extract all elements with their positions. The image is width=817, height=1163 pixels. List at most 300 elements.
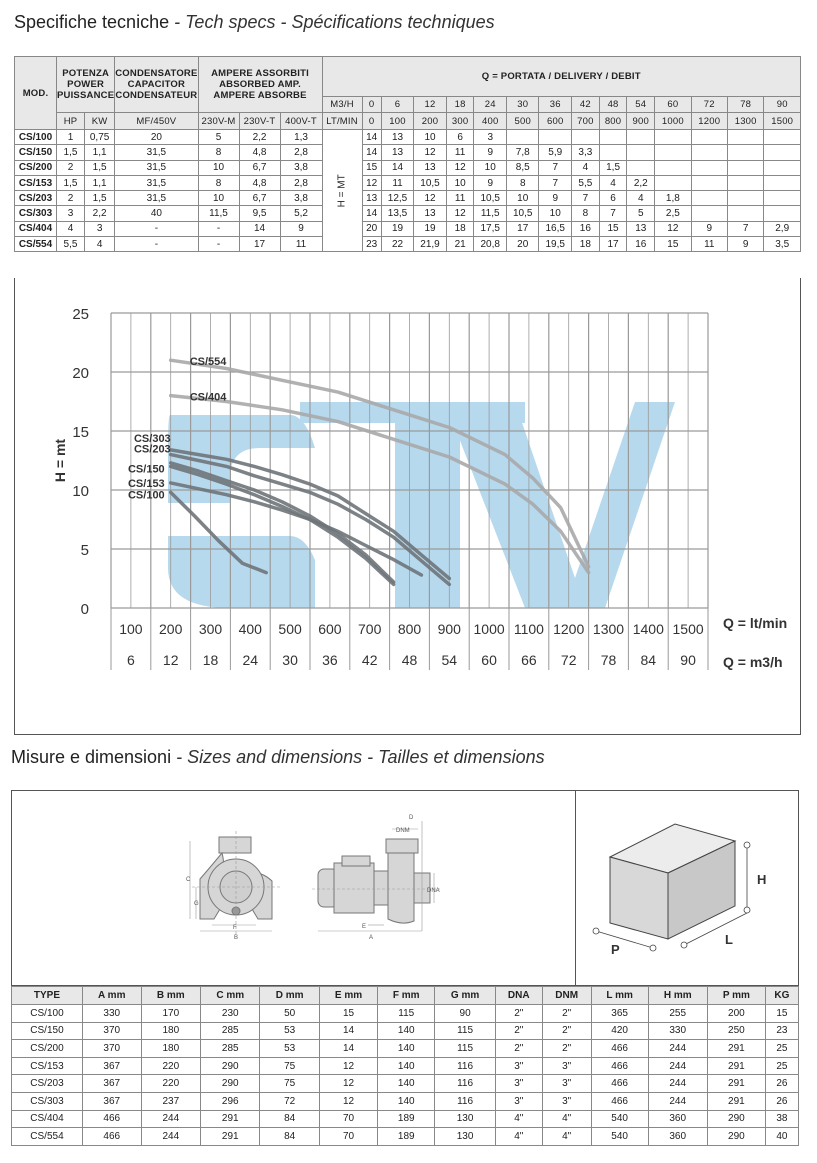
specs-cell-head: 2,5 [655, 206, 691, 221]
dims-cell: 4" [542, 1128, 591, 1146]
specs-cell-head: 16,5 [539, 221, 572, 236]
x-tick-label-m3h: 90 [680, 652, 696, 668]
specs-cell-a400t: 2,8 [280, 145, 322, 160]
header-ltmin-value: 400 [474, 113, 507, 130]
specs-cell-head: 2,9 [764, 221, 801, 236]
x-tick-label-ltmin: 1400 [632, 621, 664, 637]
label-box-l: L [725, 932, 733, 947]
curve-label: CS/554 [189, 356, 227, 369]
specs-cell-head: 22 [381, 237, 414, 252]
dims-row [12, 1005, 799, 1023]
specs-cell-head: 8 [571, 206, 599, 221]
dims-cell: 115 [435, 1022, 496, 1040]
label-a: A [369, 935, 374, 941]
dims-cell: 70 [319, 1128, 377, 1146]
x-tick-label-ltmin: 1100 [513, 621, 544, 637]
x-tick-label-ltmin: 500 [278, 621, 302, 637]
specs-cell-head: 10 [539, 206, 572, 221]
x-tick-label-ltmin: 1200 [553, 621, 585, 637]
header-hp: HP [57, 113, 85, 130]
label-b: B [234, 935, 239, 941]
dims-cell: 84 [260, 1110, 319, 1128]
watermark-logo [168, 402, 675, 608]
specs-cell-mod: CS/303 [15, 206, 57, 221]
specs-cell-hp: 1,5 [57, 145, 85, 160]
dims-cell: 189 [378, 1128, 435, 1146]
dims-cell: 540 [591, 1128, 648, 1146]
specs-cell-head: 7 [727, 221, 763, 236]
x-tick-label-m3h: 6 [127, 652, 135, 668]
specs-cell-hp: 5,5 [57, 237, 85, 252]
dims-cell: 38 [765, 1110, 798, 1128]
specs-cell-head: 9 [474, 145, 507, 160]
dims-cell: 130 [435, 1128, 496, 1146]
header-ltmin-label: LT/MIN [322, 113, 362, 130]
dims-cell: 180 [141, 1040, 200, 1058]
dims-cell: 291 [707, 1092, 765, 1110]
specs-cell-mod: CS/203 [15, 191, 57, 206]
specs-cell-head: 11 [381, 175, 414, 190]
specs-cell-hp: 2 [57, 191, 85, 206]
specs-cell-head [627, 130, 655, 145]
dims-cell: 230 [201, 1005, 260, 1023]
x-tick-label-m3h: 84 [640, 652, 657, 668]
pump-side-view [318, 839, 430, 923]
specs-cell-head: 13 [381, 130, 414, 145]
specs-title-fr: - Spécifications techniques [275, 12, 495, 32]
label-box-h: H [757, 872, 767, 887]
header-400v-t: 400V-T [280, 113, 322, 130]
dims-cell: CS/203 [12, 1075, 83, 1093]
x-tick-label-ltmin: 1000 [473, 621, 505, 637]
x-tick-label-ltmin: 100 [119, 621, 143, 637]
specs-cell-head: 13 [362, 191, 381, 206]
specs-cell-mod: CS/404 [15, 221, 57, 236]
specs-cell-head: 18 [446, 221, 474, 236]
dims-cell: 420 [591, 1022, 648, 1040]
header-ltmin-value: 1300 [727, 113, 763, 130]
dims-cell: 466 [82, 1128, 141, 1146]
header-230v-m: 230V-M [198, 113, 239, 130]
specs-cell-a230t: 6,7 [239, 191, 280, 206]
specs-cell-head: 13,5 [381, 206, 414, 221]
dims-cell: 130 [435, 1110, 496, 1128]
dims-cell: 14 [319, 1022, 377, 1040]
specs-row [15, 221, 801, 236]
dims-cell: 53 [260, 1040, 319, 1058]
specs-cell-head: 4 [571, 160, 599, 175]
dims-header: B mm [141, 987, 200, 1005]
header-delivery: Q = PORTATA / DELIVERY / DEBIT [322, 57, 800, 97]
dims-cell: 140 [378, 1075, 435, 1093]
curve-label: CS/153 [127, 477, 165, 490]
dims-cell: 72 [260, 1092, 319, 1110]
dims-header: D mm [260, 987, 319, 1005]
dims-cell: 12 [319, 1092, 377, 1110]
x-tick-label-m3h: 60 [481, 652, 497, 668]
specs-cell-head [691, 206, 727, 221]
specs-cell-a400t: 2,8 [280, 175, 322, 190]
specs-cell-head [599, 145, 627, 160]
header-ltmin-value: 500 [506, 113, 539, 130]
dims-cell: 244 [648, 1092, 707, 1110]
specs-cell-a230t: 17 [239, 237, 280, 252]
specs-cell-head: 17,5 [474, 221, 507, 236]
dims-cell: 4" [542, 1110, 591, 1128]
dims-cell: 25 [765, 1040, 798, 1058]
specs-cell-a230m: 10 [198, 191, 239, 206]
header-capacitor-fr: CONDENSATEUR [115, 90, 198, 101]
specs-cell-head [727, 130, 763, 145]
specs-cell-head: 7 [599, 206, 627, 221]
specs-cell-head: 12,5 [381, 191, 414, 206]
dims-cell: 290 [707, 1110, 765, 1128]
specs-cell-mod: CS/150 [15, 145, 57, 160]
x-axis-label-ltmin: Q = lt/min [723, 615, 788, 631]
dims-cell: 40 [765, 1128, 798, 1146]
dims-header: G mm [435, 987, 496, 1005]
specs-cell-head: 15 [655, 237, 691, 252]
dims-row [12, 1040, 799, 1058]
header-ltmin-value: 200 [414, 113, 447, 130]
x-tick-label-m3h: 54 [441, 652, 458, 668]
specs-cell-head: 20 [362, 221, 381, 236]
specs-cell-head: 3,3 [571, 145, 599, 160]
specs-cell-head: 13 [381, 145, 414, 160]
dims-cell: 70 [319, 1110, 377, 1128]
dims-header: P mm [707, 987, 765, 1005]
x-tick-label-ltmin: 900 [437, 621, 461, 637]
header-m3h-value: 36 [539, 97, 572, 113]
specs-cell-head: 6 [446, 130, 474, 145]
x-tick-label-m3h: 12 [162, 652, 179, 668]
specs-cell-head [627, 145, 655, 160]
performance-chart [15, 278, 800, 734]
specs-cell-head [627, 160, 655, 175]
header-m3h-value: 42 [571, 97, 599, 113]
specs-cell-kw: 4 [84, 237, 114, 252]
dims-cell: 540 [591, 1110, 648, 1128]
header-m3h-value: 90 [764, 97, 801, 113]
y-tick-label: 25 [72, 306, 89, 323]
dims-title-it: Misure e dimensioni [11, 747, 172, 767]
specs-cell-head: 14 [362, 130, 381, 145]
specs-cell-head: 10,5 [414, 175, 447, 190]
specs-cell-head [764, 160, 801, 175]
specs-cell-a230t: 4,8 [239, 175, 280, 190]
dims-cell: 291 [201, 1128, 260, 1146]
specs-cell-head: 15 [599, 221, 627, 236]
specs-cell-head: 12 [414, 145, 447, 160]
specs-cell-head: 7,8 [506, 145, 539, 160]
dims-cell: 2" [542, 1040, 591, 1058]
specs-cell-head: 11 [446, 191, 474, 206]
label-e: E [362, 924, 367, 930]
dims-cell: 367 [82, 1092, 141, 1110]
dims-cell: CS/153 [12, 1057, 83, 1075]
dims-cell: 360 [648, 1128, 707, 1146]
curve-label: CS/150 [127, 463, 165, 476]
specs-row [15, 130, 801, 145]
dims-cell: 285 [201, 1022, 260, 1040]
specs-cell-a230t: 14 [239, 221, 280, 236]
dims-cell: 370 [82, 1040, 141, 1058]
specs-cell-kw: 0,75 [84, 130, 114, 145]
specs-cell-mf: 20 [115, 130, 198, 145]
header-capacitor-it: CONDENSATORE [115, 68, 198, 79]
specs-row [15, 237, 801, 252]
specs-cell-mf: 31,5 [115, 145, 198, 160]
header-capacitor [115, 57, 198, 113]
specs-cell-a230m: 8 [198, 175, 239, 190]
specs-cell-head: 14 [362, 145, 381, 160]
specs-cell-mod: CS/200 [15, 160, 57, 175]
header-m3h-value: 78 [727, 97, 763, 113]
specs-cell-head [691, 130, 727, 145]
specs-cell-head: 19 [381, 221, 414, 236]
dims-cell: CS/100 [12, 1005, 83, 1023]
header-mod: MOD. [15, 57, 57, 130]
specs-cell-head [691, 145, 727, 160]
header-m3h-value: 54 [627, 97, 655, 113]
specs-cell-head: 8 [506, 175, 539, 190]
specs-cell-head [764, 175, 801, 190]
specs-title-en: - Tech specs [169, 12, 276, 32]
x-tick-label-ltmin: 200 [159, 621, 183, 637]
dims-cell: 75 [260, 1057, 319, 1075]
specs-cell-head: 11 [446, 145, 474, 160]
dims-cell: 3" [542, 1057, 591, 1075]
header-ltmin-value: 900 [627, 113, 655, 130]
dims-row [12, 1075, 799, 1093]
specs-cell-head: 12 [655, 221, 691, 236]
curve-label: CS/404 [189, 391, 227, 404]
side-bracket [374, 871, 388, 905]
specs-cell-head: 7 [539, 160, 572, 175]
specs-cell-head [539, 130, 572, 145]
dims-cell: 367 [82, 1075, 141, 1093]
specs-cell-head [691, 191, 727, 206]
specs-cell-head: 12 [414, 191, 447, 206]
specs-cell-head: 1,5 [599, 160, 627, 175]
dims-header: E mm [319, 987, 377, 1005]
x-tick-label-m3h: 24 [242, 652, 259, 668]
specs-cell-head: 9 [727, 237, 763, 252]
label-dnm: DNM [396, 828, 410, 834]
dims-cell: 365 [591, 1005, 648, 1023]
specs-cell-a400t: 3,8 [280, 191, 322, 206]
specs-cell-head: 13 [414, 160, 447, 175]
header-m3h-value: 6 [381, 97, 414, 113]
dims-cell: 244 [141, 1110, 200, 1128]
specs-cell-head: 18 [571, 237, 599, 252]
specs-cell-head [691, 175, 727, 190]
specs-cell-head: 7 [539, 175, 572, 190]
x-tick-label-ltmin: 300 [198, 621, 223, 637]
x-tick-label-m3h: 72 [560, 652, 577, 668]
dims-cell: 116 [435, 1075, 496, 1093]
side-motor [334, 863, 374, 913]
specs-cell-head [506, 130, 539, 145]
dims-cell: CS/404 [12, 1110, 83, 1128]
specs-cell-a230m: - [198, 237, 239, 252]
dims-cell: 466 [591, 1092, 648, 1110]
dims-cell: 90 [435, 1005, 496, 1023]
package-box-icon [610, 824, 735, 939]
dims-cell: 2" [542, 1022, 591, 1040]
header-m3h-value: 72 [691, 97, 727, 113]
dims-section-title [11, 747, 545, 768]
specs-cell-head: 20 [506, 237, 539, 252]
dims-cell: 50 [260, 1005, 319, 1023]
dims-cell: 2" [495, 1040, 542, 1058]
x-axis-label-m3h: Q = m3/h [723, 654, 783, 670]
dims-cell: 140 [378, 1022, 435, 1040]
y-tick-label: 20 [72, 365, 89, 382]
dims-cell: 290 [201, 1075, 260, 1093]
header-capacitor-en: CAPACITOR [127, 79, 186, 90]
head-label: H = MT [322, 130, 362, 252]
specs-row [15, 145, 801, 160]
specs-cell-head [764, 206, 801, 221]
y-tick-label: 5 [80, 542, 89, 559]
side-terminal-box [342, 856, 370, 866]
specs-cell-head: 1,8 [655, 191, 691, 206]
header-ltmin-value: 0 [362, 113, 381, 130]
specs-cell-head [655, 130, 691, 145]
dims-cell: 189 [378, 1110, 435, 1128]
specs-cell-kw: 1,1 [84, 145, 114, 160]
dims-title-en: - Sizes and dimensions [171, 747, 363, 767]
specs-cell-head: 19,5 [539, 237, 572, 252]
specs-cell-head: 17 [506, 221, 539, 236]
dims-row [12, 1110, 799, 1128]
pump-technical-drawing [152, 801, 452, 981]
header-m3h-value: 60 [655, 97, 691, 113]
dims-cell: 244 [648, 1040, 707, 1058]
dims-cell: 3" [542, 1075, 591, 1093]
specs-cell-head: 6 [599, 191, 627, 206]
dims-header: DNA [495, 987, 542, 1005]
header-amps-fr: AMPERE ABSORBE [213, 90, 307, 101]
dims-cell: CS/303 [12, 1092, 83, 1110]
header-ltmin-value: 1500 [764, 113, 801, 130]
specs-cell-head: 12 [446, 206, 474, 221]
dims-cell: 180 [141, 1022, 200, 1040]
specs-cell-hp: 1,5 [57, 175, 85, 190]
specs-cell-head: 14 [381, 160, 414, 175]
label-f: F [233, 925, 237, 931]
dims-cell: 466 [591, 1040, 648, 1058]
dims-header: C mm [201, 987, 260, 1005]
x-tick-label-m3h: 30 [282, 652, 298, 668]
header-m3h-value: 24 [474, 97, 507, 113]
specs-cell-head [727, 160, 763, 175]
dims-cell: 360 [648, 1110, 707, 1128]
x-tick-label-ltmin: 1500 [672, 621, 704, 637]
dims-header: TYPE [12, 987, 83, 1005]
specs-cell-head: 8,5 [506, 160, 539, 175]
dims-cell: 244 [648, 1075, 707, 1093]
dims-header: H mm [648, 987, 707, 1005]
specs-cell-head: 11 [691, 237, 727, 252]
specs-cell-a230m: 10 [198, 160, 239, 175]
dims-cell: 3" [495, 1057, 542, 1075]
specs-cell-head: 7 [571, 191, 599, 206]
specs-cell-a230t: 9,5 [239, 206, 280, 221]
specs-cell-hp: 4 [57, 221, 85, 236]
curve-label: CS/303 [133, 432, 171, 445]
x-tick-label-m3h: 66 [521, 652, 537, 668]
dims-cell: 3" [495, 1092, 542, 1110]
dims-cell: 330 [82, 1005, 141, 1023]
specs-cell-head: 5,9 [539, 145, 572, 160]
dims-cell: 4" [495, 1128, 542, 1146]
dims-cell: 14 [319, 1040, 377, 1058]
dims-cell: 291 [707, 1075, 765, 1093]
specs-cell-kw: 3 [84, 221, 114, 236]
curve-label: CS/100 [127, 489, 165, 502]
dims-header: DNM [542, 987, 591, 1005]
specs-cell-mf: 40 [115, 206, 198, 221]
specs-cell-head: 13 [414, 206, 447, 221]
specs-table [14, 56, 801, 252]
dims-cell: 12 [319, 1075, 377, 1093]
dims-cell: CS/150 [12, 1022, 83, 1040]
specs-cell-kw: 1,5 [84, 191, 114, 206]
specs-cell-head: 9 [691, 221, 727, 236]
specs-cell-head: 15 [362, 160, 381, 175]
dims-title-fr: - Tailles et dimensions [362, 747, 545, 767]
curve-label: CS/203 [133, 443, 171, 456]
dims-cell: 53 [260, 1022, 319, 1040]
specs-cell-a400t: 1,3 [280, 130, 322, 145]
specs-cell-kw: 1,5 [84, 160, 114, 175]
specs-cell-head: 10 [506, 191, 539, 206]
specs-cell-head: 10,5 [474, 191, 507, 206]
dims-cell: 26 [765, 1092, 798, 1110]
specs-cell-head: 17 [599, 237, 627, 252]
specs-cell-a230m: - [198, 221, 239, 236]
label-box-p: P [611, 942, 620, 957]
specs-cell-mf: - [115, 221, 198, 236]
specs-cell-kw: 2,2 [84, 206, 114, 221]
dims-cell: 466 [591, 1075, 648, 1093]
dims-cell: 84 [260, 1128, 319, 1146]
header-power-en: POWER [67, 79, 105, 90]
specs-cell-mf: 31,5 [115, 191, 198, 206]
dims-row [12, 1057, 799, 1075]
specs-cell-head [727, 206, 763, 221]
dimensions-table [11, 986, 799, 1146]
side-outlet [386, 839, 418, 853]
y-tick-label: 15 [72, 424, 89, 441]
dims-header: KG [765, 987, 798, 1005]
dims-cell: 296 [201, 1092, 260, 1110]
dims-cell: 244 [141, 1128, 200, 1146]
dims-cell: 4" [495, 1110, 542, 1128]
dims-cell: 220 [141, 1075, 200, 1093]
specs-cell-head: 3 [474, 130, 507, 145]
label-g: G [194, 901, 199, 907]
header-ltmin-value: 600 [539, 113, 572, 130]
specs-cell-head [655, 175, 691, 190]
specs-row [15, 206, 801, 221]
dims-row [12, 1128, 799, 1146]
specs-cell-head: 16 [571, 221, 599, 236]
y-axis-label: H = mt [52, 438, 68, 483]
header-m3h-value: 0 [362, 97, 381, 113]
